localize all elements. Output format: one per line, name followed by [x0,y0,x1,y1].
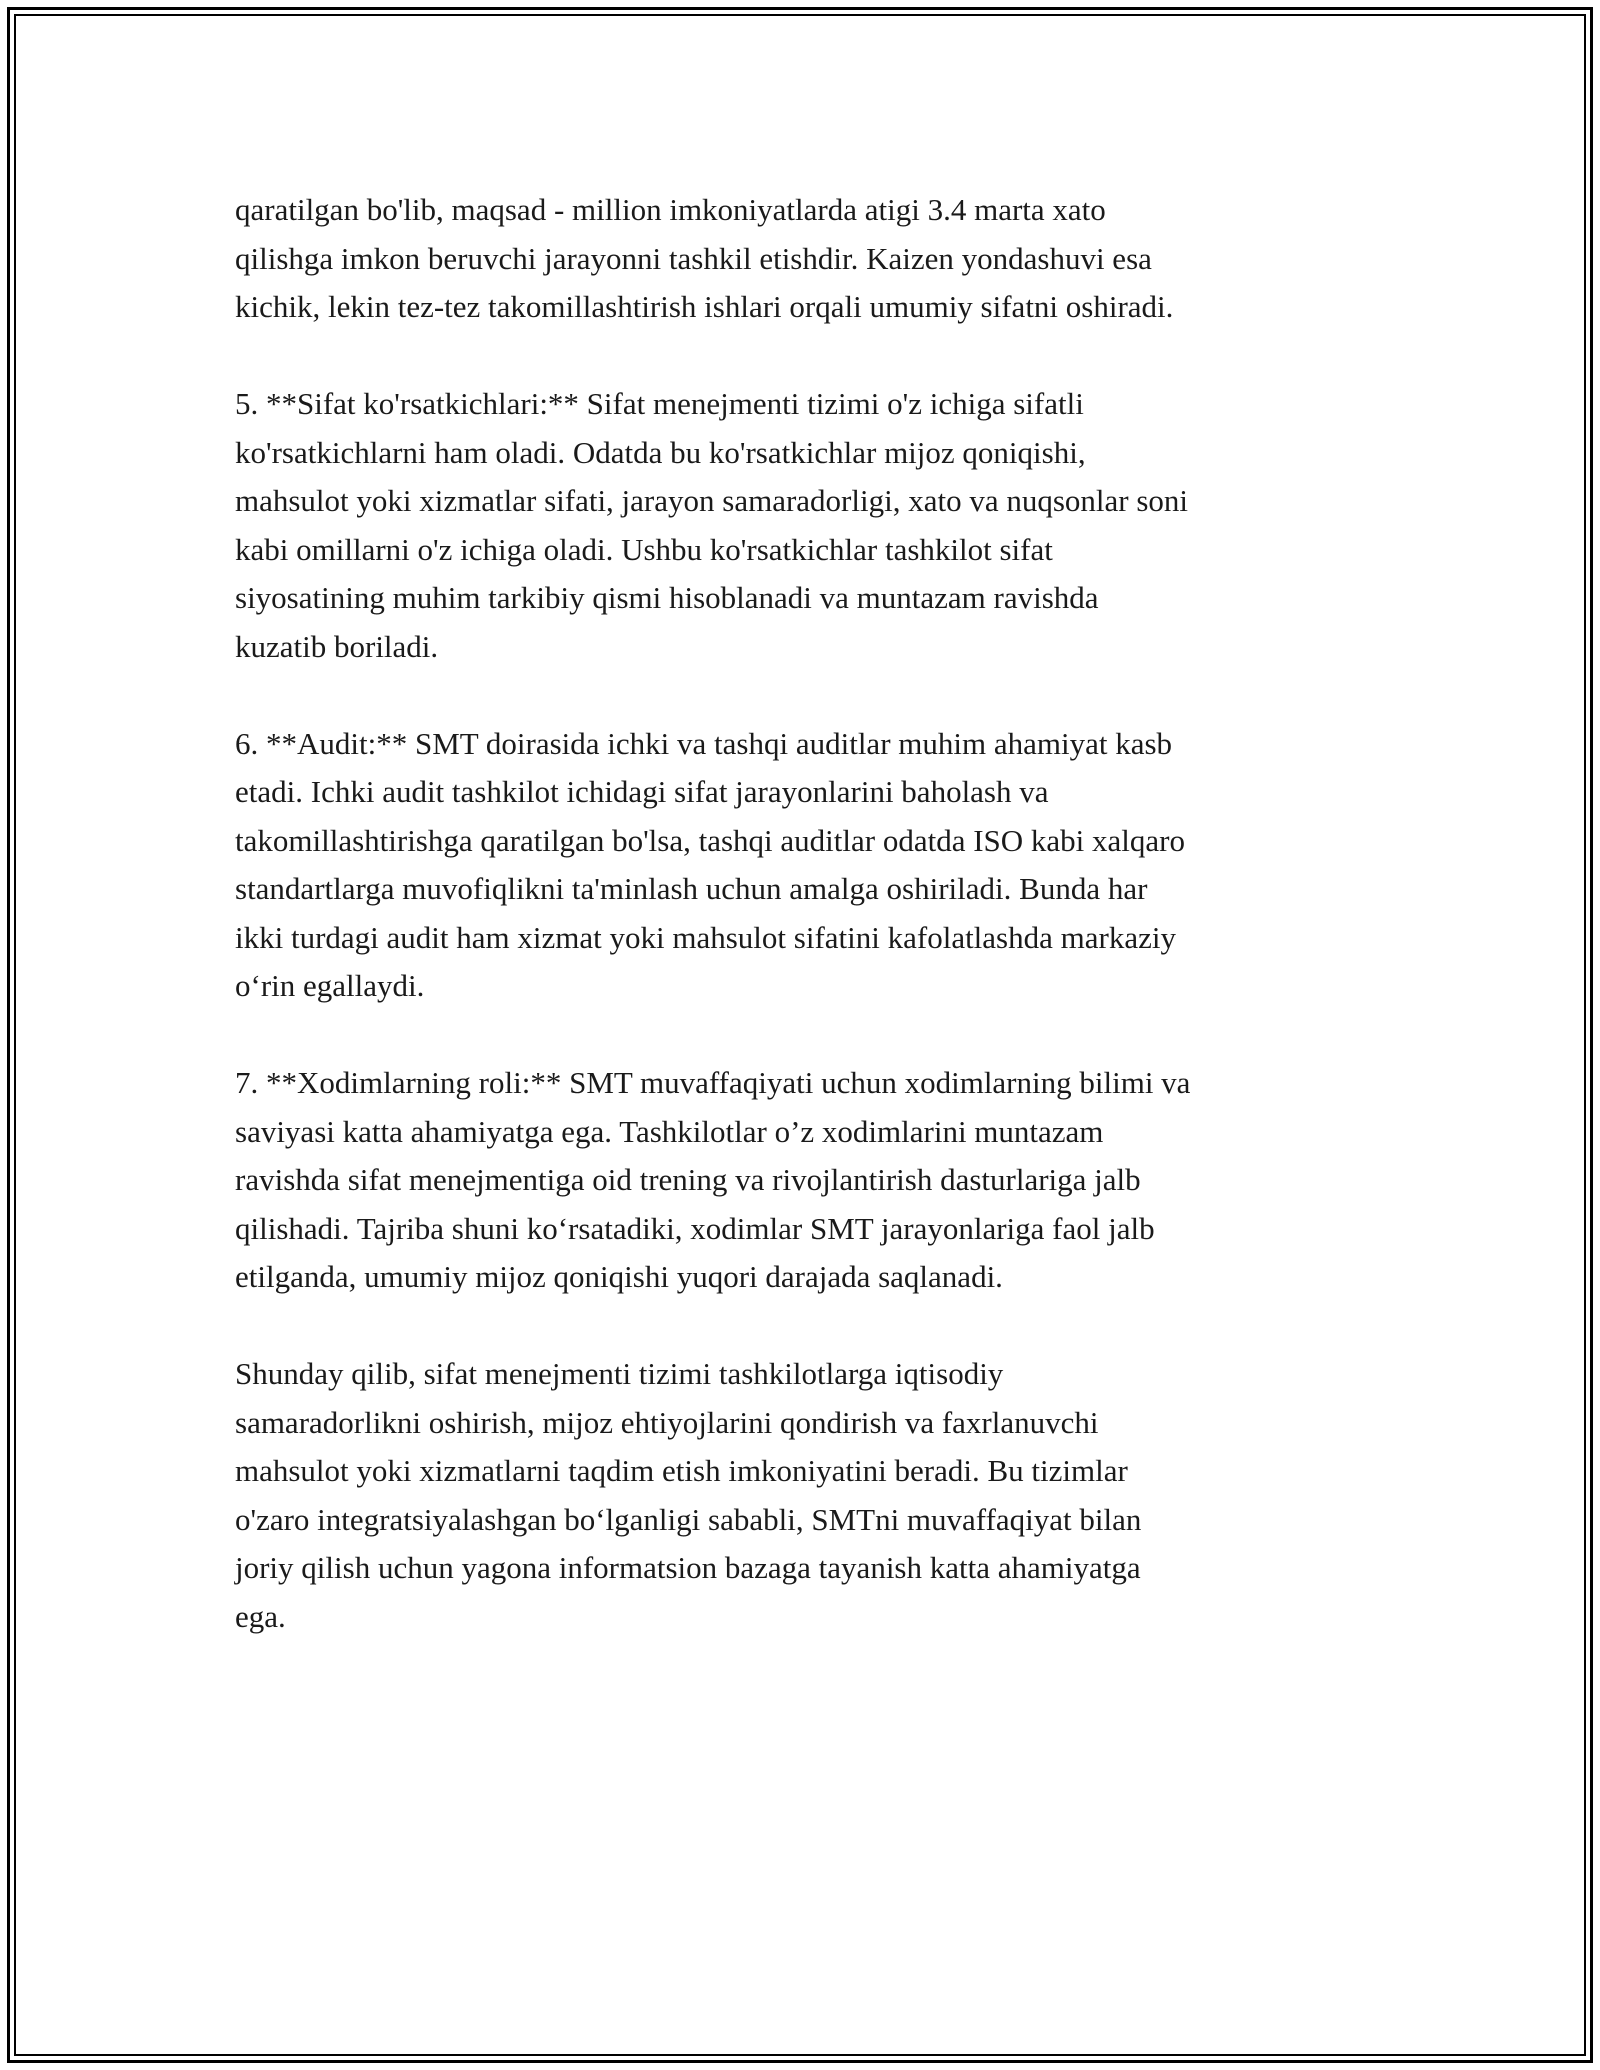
paragraph-audit [235,720,1375,1011]
paragraph-six-sigma-continuation [235,186,1375,332]
text-line: Shunday qilib, sifat menejmenti tizimi tashkilotlarga iqtisodiy [235,1356,1004,1391]
text-line: siyosatining muhim tarkibiy qismi hisoblanadi va muntazam ravishda [235,580,1099,615]
text-line: 7. **Xodimlarning roli:** SMT muvaffaqiyati uchun xodimlarning bilimi va [235,1065,1191,1100]
paragraph-quality-indicators [235,380,1375,671]
text-line: takomillashtirishga qaratilgan bo'lsa, tashqi auditlar odatda ISO kabi xalqaro [235,822,1185,858]
text-line: ega. [235,1598,286,1634]
text-line: mahsulot yoki xizmatlarni taqdim etish imkoniyatini beradi. Bu tizimlar [235,1453,1128,1488]
text-line: kabi omillarni o'z ichiga oladi. Ushbu ko'rsatkichlar tashkilot sifat [235,531,1053,567]
text-line: samaradorlikni oshirish, mijoz ehtiyojlarini qondirish va faxrlanuvchi [235,1404,1099,1440]
text-line: ravishda sifat menejmentiga oid trening va rivojlantirish dasturlariga jalb [235,1162,1141,1197]
text-line: ikki turdagi audit ham xizmat yoki mahsulot sifatini kafolatlashda markaziy [235,919,1176,955]
paragraph-staff-role [235,1059,1375,1302]
text-line: kuzatib boriladi. [235,628,439,664]
text-line: qaratilgan bo'lib, maqsad - million imkoniyatlarda atigi 3.4 marta xato [235,192,1106,227]
text-line: qilishadi. Tajriba shuni ko‘rsatadiki, xodimlar SMT jarayonlariga faol jalb [235,1210,1155,1246]
text-line: 6. **Audit:** SMT doirasida ichki va tashqi auditlar muhim ahamiyat kasb [235,725,1173,761]
text-line: o‘rin egallaydi. [235,968,425,1003]
text-line: joriy qilish uchun yagona informatsion bazaga tayanish katta ahamiyatga [235,1550,1141,1585]
paragraph-spacer [235,1011,1375,1060]
text-line: 5. **Sifat ko'rsatkichlari:** Sifat menejmenti tizimi o'z ichiga sifatli [235,386,1084,421]
text-line: ko'rsatkichlarni ham oladi. Odatda bu ko'rsatkichlar mijoz qoniqishi, [235,434,1086,470]
document-body [235,186,1375,1641]
text-line: mahsulot yoki xizmatlar sifati, jarayon samaradorligi, xato va nuqsonlar soni [235,483,1189,518]
text-line: etadi. Ichki audit tashkilot ichidagi sifat jarayonlarini baholash va [235,774,1049,809]
text-line: saviyasi katta ahamiyatga ega. Tashkilotlar o’z xodimlarini muntazam [235,1113,1104,1149]
text-line: standartlarga muvofiqlikni ta'minlash uchun amalga oshiriladi. Bunda har [235,871,1148,906]
text-line: o'zaro integratsiyalashgan bo‘lganligi sababli, SMTni muvaffaqiyat bilan [235,1501,1142,1537]
paragraph-spacer [235,1302,1375,1351]
paragraph-conclusion [235,1350,1375,1641]
paragraph-spacer [235,671,1375,720]
text-line: kichik, lekin tez-tez takomillashtirish ishlari orqali umumiy sifatni oshiradi. [235,289,1174,324]
text-line: etilganda, umumiy mijoz qoniqishi yuqori darajada saqlanadi. [235,1259,1003,1294]
text-line: qilishga imkon beruvchi jarayonni tashkil etishdir. Kaizen yondashuvi esa [235,240,1152,276]
paragraph-spacer [235,332,1375,381]
